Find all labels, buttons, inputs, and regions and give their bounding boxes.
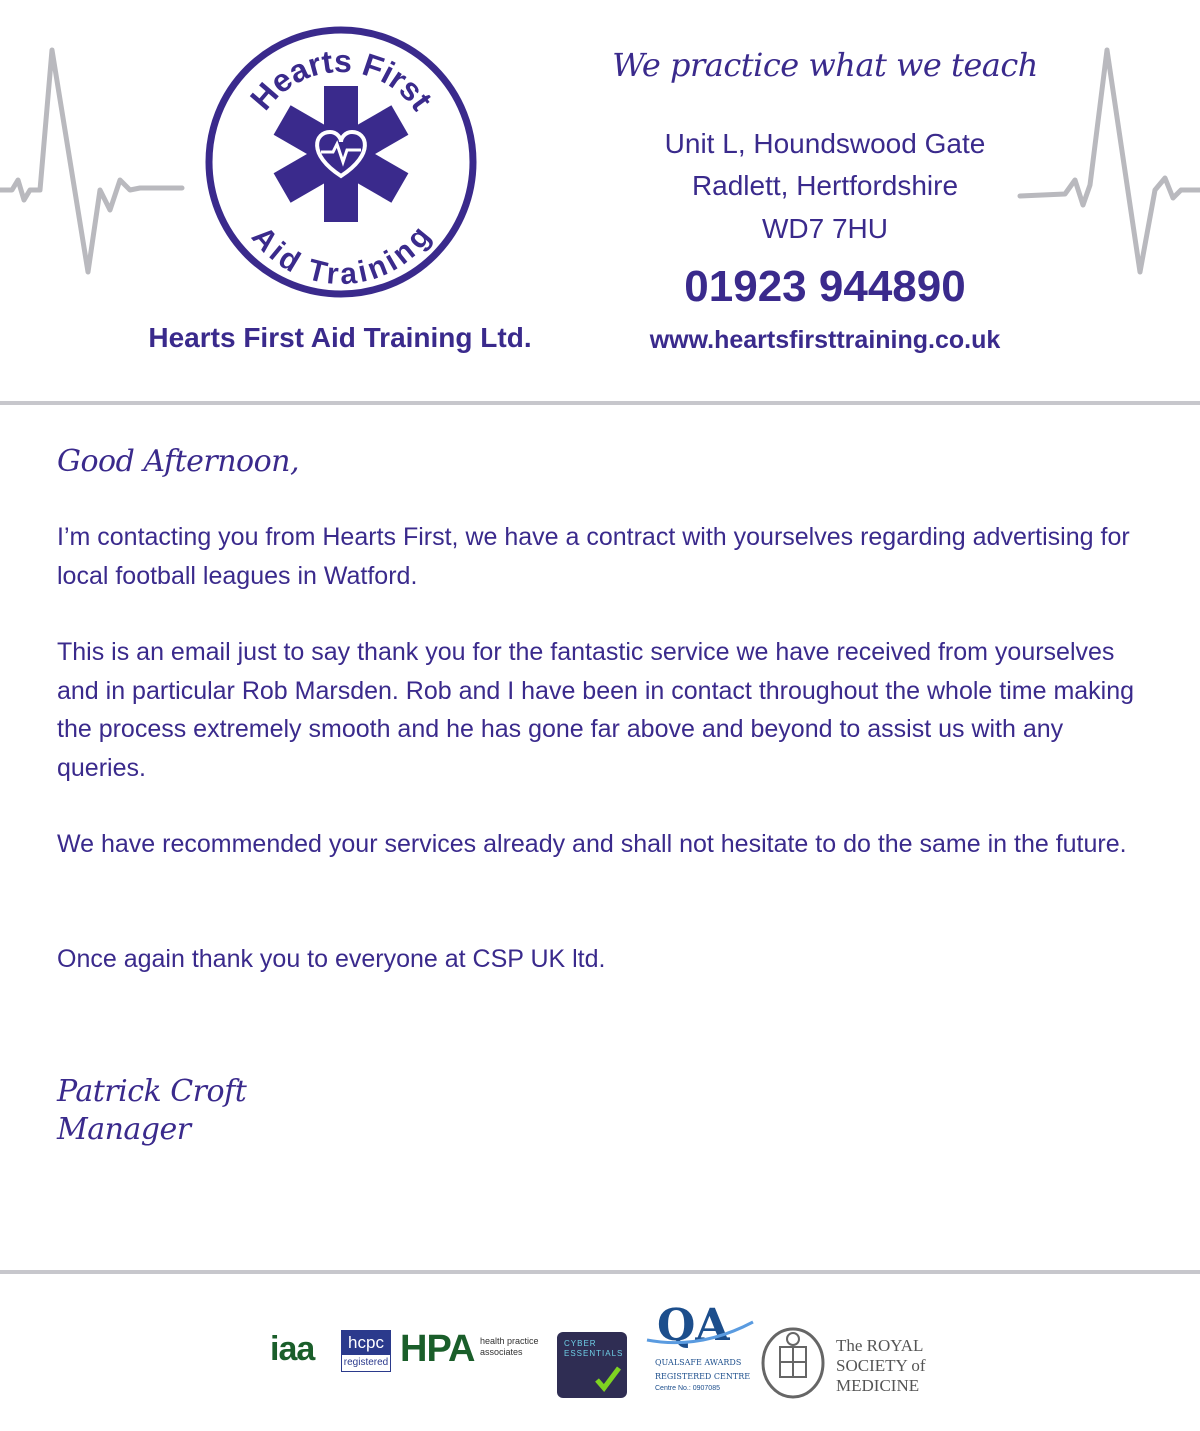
rsm-crest-icon bbox=[758, 1325, 828, 1401]
rsm-line-2: SOCIETY of bbox=[836, 1356, 926, 1375]
signature-name: Patrick Croft bbox=[57, 1074, 247, 1109]
qualsafe-logo bbox=[645, 1300, 755, 1400]
logo-bottom-text: Aid Training bbox=[245, 220, 438, 292]
svg-text:Aid Training bbox=[245, 220, 437, 291]
greeting: Good Afternoon, bbox=[57, 444, 300, 479]
paragraph-3: We have recommended your services already and shall not hesitate to do the same in the future. bbox=[57, 830, 1127, 858]
website-link[interactable]: www.heartsfirsttraining.co.uk bbox=[649, 326, 1001, 354]
hcpc-text: hcpc bbox=[342, 1331, 390, 1355]
hpa-sub-1: health practice bbox=[480, 1336, 539, 1346]
hpa-sub-2: associates bbox=[480, 1347, 523, 1357]
ekg-line-left bbox=[0, 40, 190, 280]
hpa-text: HPA bbox=[400, 1328, 475, 1370]
hpa-subtitle bbox=[480, 1336, 539, 1358]
company-name: Hearts First Aid Training Ltd. bbox=[148, 322, 532, 353]
paragraph-4: Once again thank you to everyone at CSP UK ltd. bbox=[57, 945, 606, 973]
address-line-2: Radlett, Hertfordshire bbox=[691, 170, 959, 201]
iaa-logo: iaa bbox=[270, 1330, 315, 1368]
address-line-3: WD7 7HU bbox=[761, 213, 888, 244]
qa-line-2: REGISTERED CENTRE bbox=[655, 1372, 751, 1381]
address-line-1: Unit L, Houndswood Gate bbox=[664, 128, 986, 159]
hcpc-registered-text: registered bbox=[343, 1357, 389, 1368]
qa-line-1: QUALSAFE AWARDS bbox=[655, 1358, 742, 1367]
essentials-text: ESSENTIALS bbox=[564, 1349, 624, 1358]
paragraph-1: I’m contacting you from Hearts First, we have a contract with yourselves regarding advertising for local football leagues in Watford. bbox=[57, 523, 1130, 590]
tagline: We practice what we teach bbox=[612, 46, 1038, 84]
rsm-text bbox=[836, 1336, 926, 1396]
paragraph-2: This is an email just to say thank you for the fantastic service we have received from yourselves and in particular Rob Marsden. Rob and I have been in contact throughout the whole time making the process extremely smooth and he has gone far above and beyond to assist us with any queries. bbox=[57, 638, 1135, 782]
qa-swoosh-icon bbox=[645, 1300, 755, 1350]
star-of-life-heart-icon bbox=[274, 86, 409, 222]
signature-title: Manager bbox=[57, 1112, 191, 1147]
rsm-line-3: MEDICINE bbox=[836, 1376, 920, 1395]
hpa-logo bbox=[400, 1328, 474, 1371]
cyber-text: CYBER bbox=[564, 1339, 597, 1348]
checkmark-icon bbox=[557, 1332, 627, 1398]
footer-divider bbox=[0, 1270, 1200, 1274]
hearts-first-logo bbox=[203, 24, 479, 300]
phone-number: 01923 944890 bbox=[684, 262, 966, 311]
rsm-line-1: The ROYAL bbox=[836, 1336, 924, 1355]
hcpc-logo bbox=[341, 1330, 391, 1372]
accreditation-logos bbox=[0, 1300, 1200, 1420]
qa-line-3: Centre No.: 0907085 bbox=[655, 1385, 720, 1392]
header-divider bbox=[0, 401, 1200, 405]
cyber-essentials-logo bbox=[557, 1332, 627, 1398]
logo-top-text: Hearts First bbox=[243, 42, 440, 117]
qa-text: QA bbox=[657, 1300, 730, 1351]
